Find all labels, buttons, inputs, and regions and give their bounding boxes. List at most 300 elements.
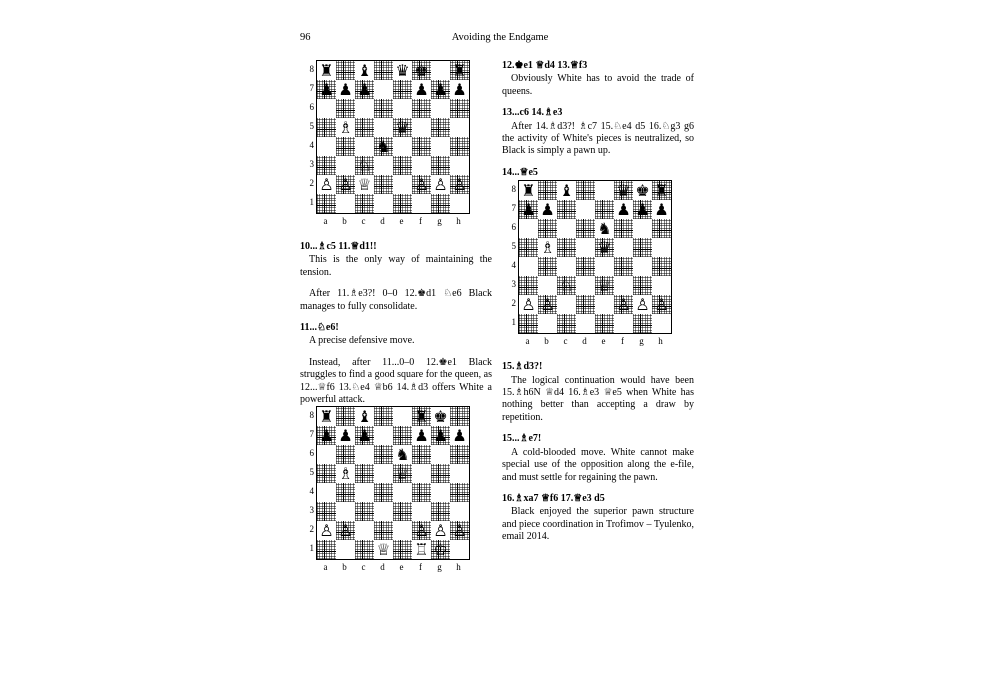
chess-square — [450, 99, 469, 118]
chess-square — [336, 137, 355, 156]
chess-square — [652, 314, 671, 333]
chess-square — [538, 295, 557, 314]
chess-piece: ♙ — [616, 295, 631, 315]
paragraph: After 11.♗e3?! 0–0 12.♚d1 ♘e6 Black manages to fully consolidate. — [300, 288, 492, 312]
chess-square — [431, 426, 450, 445]
rank-label: 1 — [309, 543, 314, 554]
chess-square — [374, 407, 393, 426]
file-label: g — [437, 562, 442, 573]
chess-square — [317, 137, 336, 156]
chess-square — [576, 314, 595, 333]
chess-square — [412, 118, 431, 137]
chess-square — [336, 118, 355, 137]
file-label: d — [380, 562, 385, 573]
chess-piece: ♕ — [357, 175, 372, 194]
paragraph: Obviously White has to avoid the trade of queens. — [502, 73, 694, 97]
file-label: e — [399, 562, 404, 573]
chess-square — [317, 407, 336, 426]
chess-square — [595, 295, 614, 314]
rank-label: 8 — [309, 410, 314, 421]
chess-square — [431, 99, 450, 118]
chess-piece: ♝ — [357, 61, 372, 80]
chess-square — [412, 80, 431, 99]
rank-label: 2 — [511, 298, 516, 309]
chess-piece: ♟ — [338, 426, 353, 446]
chess-square — [450, 137, 469, 156]
file-label: e — [399, 216, 404, 226]
paragraph: A precise defensive move. — [309, 335, 415, 347]
chess-piece: ♟ — [635, 200, 650, 220]
chess-piece: ♛ — [395, 118, 410, 137]
chess-piece: ♙ — [540, 295, 555, 315]
chess-square — [393, 137, 412, 156]
chess-square — [595, 181, 614, 200]
left-text-column — [300, 60, 492, 584]
chess-square — [614, 181, 633, 200]
chess-piece: ♜ — [521, 181, 536, 201]
move-heading: 14...♕e5 — [502, 166, 538, 178]
chess-square — [595, 276, 614, 295]
chess-square — [412, 540, 431, 559]
chess-piece: ♟ — [357, 80, 372, 99]
chess-square — [412, 61, 431, 80]
file-label: a — [323, 562, 328, 573]
rank-labels — [303, 406, 314, 560]
chess-square — [355, 445, 374, 464]
chess-square — [355, 521, 374, 540]
chess-square — [336, 426, 355, 445]
move-heading: 11...♘e6! — [300, 322, 339, 334]
file-label: g — [639, 336, 644, 347]
chess-square — [595, 257, 614, 276]
chess-square — [393, 194, 412, 213]
chess-square — [450, 502, 469, 521]
chess-piece: ♙ — [319, 521, 334, 541]
chess-square — [393, 464, 412, 483]
chess-square — [374, 118, 393, 137]
chess-piece: ♟ — [452, 80, 467, 99]
chess-square — [431, 407, 450, 426]
chess-piece: ♜ — [414, 407, 429, 427]
chess-square — [374, 521, 393, 540]
chess-square — [576, 276, 595, 295]
move-heading: 15.♗d3?! — [502, 361, 543, 373]
chess-square — [317, 426, 336, 445]
chess-square — [538, 276, 557, 295]
chess-piece: ♙ — [452, 175, 467, 194]
chess-diagram — [502, 180, 694, 352]
chess-square — [336, 540, 355, 559]
chess-square — [336, 407, 355, 426]
rank-labels — [505, 180, 516, 334]
chess-square — [355, 99, 374, 118]
chess-piece: ♟ — [357, 426, 372, 446]
chess-square — [614, 238, 633, 257]
rank-label: 3 — [309, 159, 314, 169]
chess-square — [431, 464, 450, 483]
move-heading: 12.♚e1 ♕d4 13.♕f3 — [502, 60, 588, 71]
chess-square — [412, 483, 431, 502]
file-labels — [518, 336, 672, 346]
chess-square — [412, 175, 431, 194]
rank-label: 3 — [309, 505, 314, 516]
chess-square — [557, 219, 576, 238]
chess-square — [538, 200, 557, 219]
chess-square — [355, 137, 374, 156]
file-label: a — [525, 336, 530, 347]
chess-square — [450, 540, 469, 559]
file-label: c — [361, 216, 366, 226]
chess-square — [393, 483, 412, 502]
chess-square — [355, 483, 374, 502]
chess-square — [374, 156, 393, 175]
chess-square — [412, 407, 431, 426]
chess-square — [317, 483, 336, 502]
chess-square — [450, 426, 469, 445]
chess-square — [450, 61, 469, 80]
chess-square — [374, 502, 393, 521]
rank-label: 6 — [511, 222, 516, 233]
chess-square — [431, 118, 450, 137]
rank-label: 2 — [309, 524, 314, 535]
rank-label: 6 — [309, 448, 314, 459]
chess-square — [633, 238, 652, 257]
chess-square — [374, 137, 393, 156]
paragraph: Black enjoyed the superior pawn structure and piece coordination in Trofimov – Tyulenko, email 2014. — [502, 506, 694, 543]
chess-square — [374, 175, 393, 194]
chess-square — [557, 276, 576, 295]
chess-square — [519, 200, 538, 219]
chess-square — [355, 118, 374, 137]
chess-square — [633, 219, 652, 238]
rank-label: 6 — [309, 102, 314, 112]
file-label: h — [456, 216, 461, 226]
chess-piece: ♜ — [452, 61, 467, 80]
chess-square — [374, 99, 393, 118]
chess-square — [595, 219, 614, 238]
chess-square — [576, 219, 595, 238]
chess-square — [393, 445, 412, 464]
file-labels — [316, 562, 470, 572]
chess-square — [393, 175, 412, 194]
chess-square — [355, 80, 374, 99]
chess-square — [336, 80, 355, 99]
rank-label: 5 — [309, 467, 314, 478]
chess-square — [431, 175, 450, 194]
chess-piece: ♟ — [319, 80, 334, 99]
chess-square — [393, 118, 412, 137]
move-heading: 13...c6 14.♗e3 — [502, 107, 563, 119]
chess-square — [374, 445, 393, 464]
chess-square — [538, 219, 557, 238]
chess-square — [595, 314, 614, 333]
paragraph: This is the only way of maintaining the tension. — [300, 254, 492, 278]
chess-square — [355, 426, 374, 445]
chess-square — [538, 314, 557, 333]
chess-piece: ♟ — [616, 200, 631, 220]
chess-square — [595, 238, 614, 257]
chess-square — [431, 61, 450, 80]
chess-piece: ♟ — [654, 200, 669, 220]
page-header — [300, 32, 700, 48]
chess-piece: ♙ — [654, 295, 669, 315]
rank-label: 4 — [309, 486, 314, 497]
chess-square — [595, 200, 614, 219]
chess-square — [557, 181, 576, 200]
chess-piece: ♟ — [338, 80, 353, 99]
chess-square — [538, 257, 557, 276]
chess-square — [374, 483, 393, 502]
chess-square — [355, 464, 374, 483]
chess-piece: ♚ — [433, 407, 448, 427]
file-label: h — [658, 336, 663, 347]
paragraph: The logical continuation would have been 15.♗h6N ♕d4 16.♗e3 ♕e5 when White has nothing better than accepting a draw by repetition. — [502, 374, 694, 423]
right-text-column — [502, 60, 694, 544]
chess-piece: ♟ — [319, 426, 334, 446]
rank-label: 4 — [309, 140, 314, 150]
chess-square — [336, 194, 355, 213]
chess-piece: ♙ — [414, 175, 429, 194]
chess-square — [355, 175, 374, 194]
chess-square — [576, 181, 595, 200]
chess-square — [393, 61, 412, 80]
chess-square — [614, 200, 633, 219]
chess-square — [336, 521, 355, 540]
move-heading: 15...♗e7! — [502, 433, 542, 445]
chess-square — [336, 464, 355, 483]
page-number: 96 — [300, 32, 311, 43]
chess-square — [374, 540, 393, 559]
chess-square — [431, 521, 450, 540]
chess-piece: ♖ — [414, 540, 429, 560]
rank-label: 8 — [511, 184, 516, 195]
chess-square — [633, 295, 652, 314]
chess-piece: ♕ — [597, 276, 612, 296]
chess-board — [316, 406, 470, 560]
rank-label: 2 — [309, 178, 314, 188]
file-label: c — [361, 562, 366, 573]
chess-square — [576, 238, 595, 257]
chess-square — [450, 80, 469, 99]
chess-piece: ♙ — [521, 295, 536, 315]
file-label: a — [323, 216, 328, 226]
chess-piece: ♗ — [338, 118, 353, 137]
chess-piece: ♟ — [433, 80, 448, 99]
chess-piece: ♗ — [540, 238, 555, 258]
chess-square — [652, 181, 671, 200]
chess-square — [317, 464, 336, 483]
chess-piece: ♟ — [452, 426, 467, 446]
chess-piece: ♙ — [452, 521, 467, 541]
chess-piece: ♚ — [635, 181, 650, 201]
chess-square — [317, 175, 336, 194]
chess-square — [614, 314, 633, 333]
chess-square — [576, 200, 595, 219]
rank-label: 1 — [309, 197, 314, 207]
chess-square — [652, 295, 671, 314]
chess-square — [519, 219, 538, 238]
chess-square — [317, 445, 336, 464]
chess-square — [355, 407, 374, 426]
move-heading: 10...♗c5 11.♕d1!! — [300, 241, 377, 252]
chess-square — [538, 238, 557, 257]
chess-square — [652, 257, 671, 276]
chess-square — [317, 194, 336, 213]
chess-piece: ♝ — [559, 181, 574, 201]
chess-square — [431, 80, 450, 99]
chess-square — [450, 521, 469, 540]
chess-square — [317, 521, 336, 540]
chess-square — [633, 257, 652, 276]
chess-square — [355, 61, 374, 80]
chess-square — [355, 502, 374, 521]
chess-piece: ♙ — [433, 521, 448, 541]
chess-square — [633, 314, 652, 333]
chess-square — [317, 99, 336, 118]
chess-piece: ♜ — [319, 61, 334, 80]
chess-square — [317, 80, 336, 99]
chess-square — [374, 464, 393, 483]
chess-square — [519, 238, 538, 257]
chess-square — [576, 257, 595, 276]
chess-piece: ♗ — [338, 464, 353, 484]
chess-square — [336, 99, 355, 118]
chess-square — [412, 502, 431, 521]
move-heading: 16.♗xa7 ♕f6 17.♕e3 d5 — [502, 492, 605, 504]
chess-square — [519, 295, 538, 314]
chess-square — [633, 276, 652, 295]
chess-square — [393, 407, 412, 426]
chess-piece: ♘ — [357, 156, 372, 175]
file-label: h — [456, 562, 461, 573]
chess-square — [431, 483, 450, 502]
rank-labels — [303, 60, 314, 214]
chess-square — [431, 445, 450, 464]
chess-square — [431, 502, 450, 521]
chess-board — [316, 60, 470, 214]
chess-piece: ♙ — [433, 175, 448, 194]
chess-square — [393, 502, 412, 521]
file-label: f — [419, 562, 422, 573]
chess-square — [557, 314, 576, 333]
chess-board — [518, 180, 672, 334]
file-label: c — [563, 336, 568, 347]
chess-square — [393, 156, 412, 175]
chess-square — [412, 464, 431, 483]
chess-square — [374, 80, 393, 99]
chess-square — [393, 540, 412, 559]
chess-square — [393, 426, 412, 445]
chess-square — [412, 445, 431, 464]
chess-square — [355, 540, 374, 559]
chess-piece: ♙ — [414, 521, 429, 541]
chess-square — [557, 200, 576, 219]
file-labels — [316, 216, 470, 226]
chess-square — [557, 295, 576, 314]
file-label: f — [419, 216, 422, 226]
paragraph: Instead, after 11...0–0 12.♚e1 Black struggles to find a good square for the queen, as 12...♕f6 13.♘e4 ♕b6 14.♗d3 offers White a powerful attack. — [300, 356, 492, 406]
chess-square — [317, 502, 336, 521]
chess-square — [450, 156, 469, 175]
chess-square — [317, 61, 336, 80]
chess-square — [412, 426, 431, 445]
chess-piece: ♞ — [395, 445, 410, 465]
chess-square — [317, 118, 336, 137]
chess-piece: ♕ — [395, 464, 410, 484]
running-title: Avoiding the Endgame — [451, 32, 549, 43]
chess-piece: ♕ — [376, 540, 391, 560]
chess-square — [431, 137, 450, 156]
chess-piece: ♛ — [395, 61, 410, 80]
file-label: b — [544, 336, 549, 347]
chess-square — [393, 99, 412, 118]
chess-square — [412, 99, 431, 118]
chess-square — [633, 181, 652, 200]
chess-square — [652, 219, 671, 238]
rank-label: 8 — [309, 64, 314, 74]
chess-square — [412, 137, 431, 156]
chess-square — [633, 200, 652, 219]
chess-square — [355, 194, 374, 213]
chess-square — [412, 521, 431, 540]
chess-square — [519, 314, 538, 333]
chess-square — [336, 445, 355, 464]
file-label: d — [582, 336, 587, 347]
chess-piece: ♜ — [319, 407, 334, 427]
chess-square — [538, 181, 557, 200]
chess-piece: ♟ — [414, 80, 429, 99]
chess-square — [519, 181, 538, 200]
chess-square — [393, 521, 412, 540]
chess-square — [614, 276, 633, 295]
chess-square — [450, 445, 469, 464]
rank-label: 3 — [511, 279, 516, 290]
chess-square — [336, 502, 355, 521]
chess-piece: ♚ — [414, 61, 429, 80]
chess-diagram — [300, 406, 492, 578]
chess-piece: ♝ — [357, 407, 372, 427]
chess-square — [336, 175, 355, 194]
chess-piece: ♔ — [433, 540, 448, 560]
chess-square — [450, 194, 469, 213]
chess-piece: ♟ — [521, 200, 536, 220]
chess-diagram — [300, 60, 492, 232]
chess-piece: ♟ — [433, 426, 448, 446]
file-label: b — [342, 562, 347, 573]
chess-square — [355, 156, 374, 175]
chess-piece: ♙ — [319, 175, 334, 194]
chess-square — [336, 156, 355, 175]
chess-square — [614, 295, 633, 314]
paragraph: A cold-blooded move. White cannot make special use of the opposition along the e-file, and must settle for regaining the pawn. — [502, 446, 694, 483]
chess-square — [374, 61, 393, 80]
rank-label: 5 — [511, 241, 516, 252]
chess-piece: ♜ — [654, 181, 669, 201]
chess-square — [336, 483, 355, 502]
chess-square — [614, 257, 633, 276]
file-label: b — [342, 216, 347, 226]
chess-square — [431, 540, 450, 559]
chess-piece: ♟ — [540, 200, 555, 220]
chess-square — [652, 276, 671, 295]
chess-square — [336, 61, 355, 80]
chess-square — [557, 257, 576, 276]
rank-label: 7 — [511, 203, 516, 214]
chess-square — [576, 295, 595, 314]
chess-square — [450, 407, 469, 426]
chess-square — [450, 464, 469, 483]
chess-square — [652, 238, 671, 257]
